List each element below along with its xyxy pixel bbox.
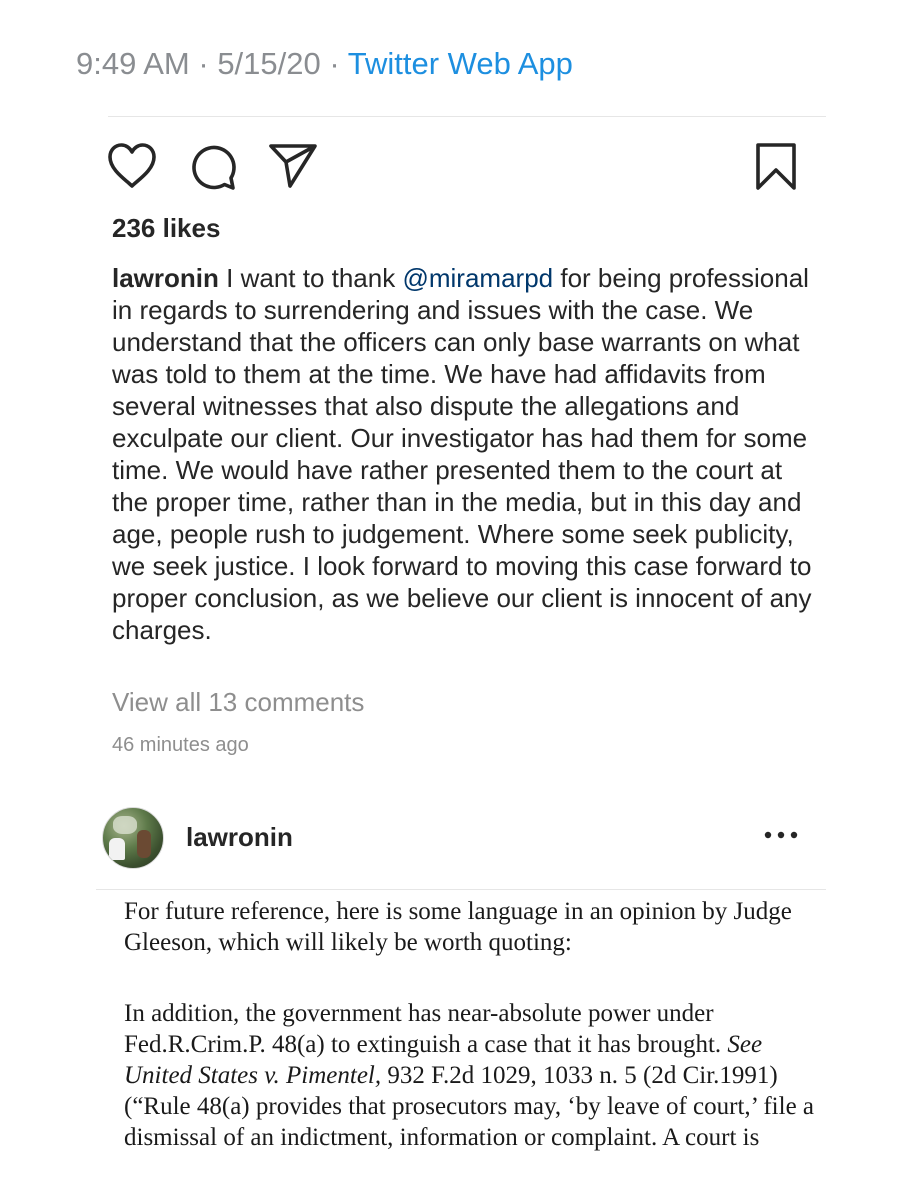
view-comments-link[interactable]: View all 13 comments <box>112 687 365 717</box>
tweet-metadata <box>76 46 573 82</box>
caption-text: for being professional in regards to surrendering and issues with the case. We understand that the officers can only base warrants on what was told to them at the time. We have had affidavits from several witnesses that also dispute the allegations and exculpate our client. Our investigator has had them for some time. We would have rather presented them to the court at the proper time, rather than in the media, but in this day and age, people rush to judgement. Where some seek publicity, we seek justice. I look forward to moving this case forward to proper conclusion, as we believe our client is innocent of any charges. <box>112 263 812 645</box>
meta-separator: · <box>320 46 348 81</box>
avatar-figure <box>137 830 151 858</box>
post-caption <box>112 262 812 646</box>
post-timestamp: 46 minutes ago <box>112 734 249 756</box>
post-image-document <box>124 896 824 1153</box>
document-paragraph: For future reference, here is some language in an opinion by Judge Gleeson, which will likely be worth quoting: <box>124 898 792 956</box>
tweet-time: 9:49 AM <box>76 46 190 81</box>
document-text: 932 F.2d 1029, 1033 n. 5 (2d Cir.1991) (“Rule 48(a) provides that prosecutors may, ‘by leave of court,’ file a dismissal of an indictment, information or complaint. A court is <box>124 1062 815 1151</box>
more-options-icon[interactable] <box>764 830 798 840</box>
meta-separator: · <box>189 46 218 81</box>
comment-icon[interactable] <box>188 142 238 192</box>
bookmark-icon[interactable] <box>754 142 798 192</box>
likes-count[interactable]: 236 likes <box>112 213 221 243</box>
avatar-figure <box>109 838 125 860</box>
document-text: In addition, the government has near-absolute power under Fed.R.Crim.P. 48(a) to extinguish a case that it has brought. <box>124 1000 728 1058</box>
case-citation: See United States v. Pimentel, <box>124 1031 763 1089</box>
document-paragraph <box>124 998 824 1153</box>
caption-username[interactable]: lawronin <box>112 263 219 293</box>
avatar-bg <box>113 816 137 834</box>
divider <box>96 889 826 890</box>
tweet-source-link[interactable]: Twitter Web App <box>347 46 573 81</box>
post-header <box>0 800 908 880</box>
mention-link[interactable]: @miramarpd <box>402 263 554 293</box>
post-action-bar <box>0 142 908 194</box>
post-username[interactable]: lawronin <box>186 822 293 852</box>
heart-icon[interactable] <box>106 142 158 190</box>
avatar[interactable] <box>102 807 164 869</box>
caption-text: I want to thank <box>218 263 403 293</box>
divider <box>108 116 826 117</box>
tweet-date: 5/15/20 <box>217 46 321 81</box>
paper-plane-icon[interactable] <box>268 142 318 188</box>
